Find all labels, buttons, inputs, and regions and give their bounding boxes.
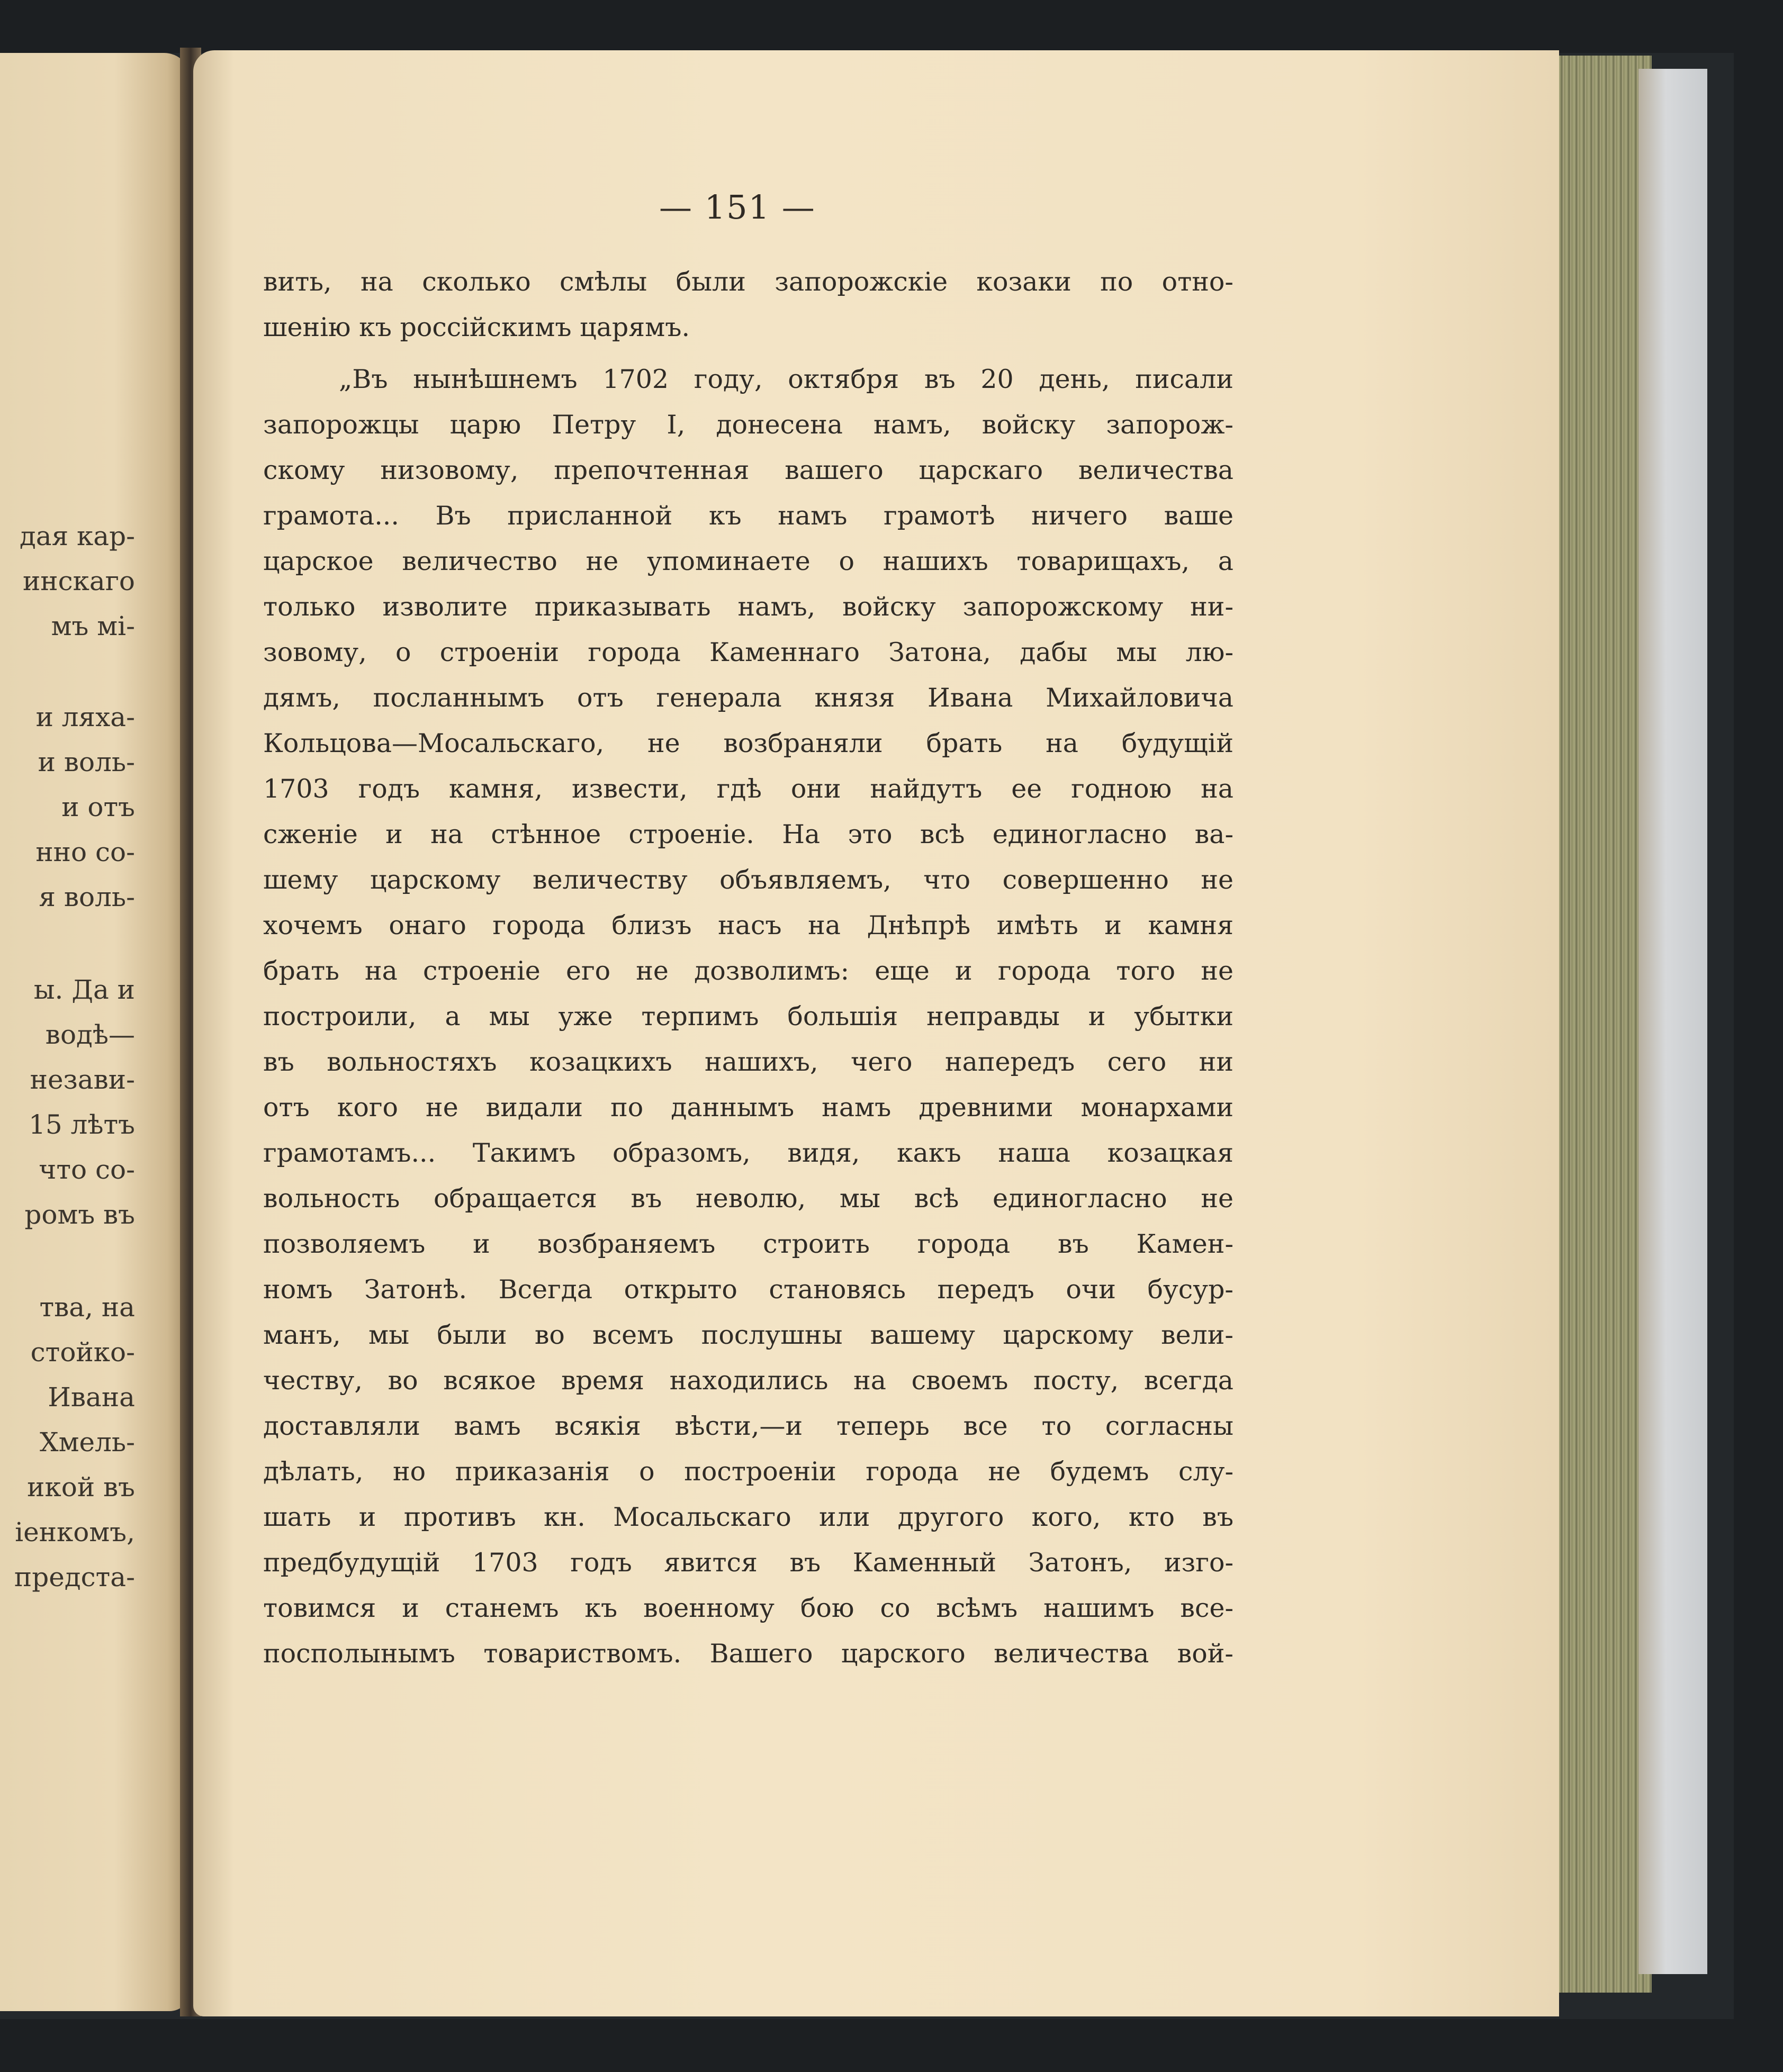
left-line: незави-: [30, 1064, 135, 1095]
back-cover: [1638, 69, 1707, 1974]
left-line: нно со-: [35, 837, 135, 867]
left-line: и отъ: [61, 792, 135, 822]
text-line: грамотамъ... Такимъ образомъ, видя, какъ наша козацкая: [263, 1138, 1233, 1168]
left-line: икой въ: [27, 1472, 135, 1503]
left-line: 15 лѣтъ: [29, 1109, 135, 1140]
left-line: стойко-: [30, 1337, 135, 1368]
left-line: предста-: [14, 1562, 135, 1593]
left-page: [0, 53, 191, 2011]
left-line: іенкомъ,: [15, 1517, 135, 1548]
left-line: я воль-: [39, 882, 135, 912]
page-edges: [1556, 56, 1652, 1993]
text-line: зовому, о строеніи города Каменнаго Затона, дабы мы лю-: [263, 637, 1233, 667]
text-line: Кольцова—Мосальскаго, не возбраняли брать на будущій: [263, 728, 1233, 758]
left-line: мъ мі-: [51, 611, 135, 641]
text-line: позволяемъ и возбраняемъ строить города въ Камен-: [263, 1229, 1233, 1259]
text-line: доставляли вамъ всякія вѣсти,—и теперь все то согласны: [263, 1411, 1233, 1441]
text-line: шему царскому величеству объявляемъ, что совершенно не: [263, 865, 1233, 895]
text-line: въ вольностяхъ козацкихъ нашихъ, чего напередъ сего ни: [263, 1047, 1233, 1077]
text-line: дямъ, посланнымъ отъ генерала князя Ивана Михайловича: [263, 683, 1233, 713]
left-line: ы. Да и: [33, 974, 135, 1005]
text-line: номъ Затонѣ. Всегда открыто становясь передъ очи бусур-: [263, 1274, 1233, 1305]
text-line: 1703 годъ камня, извести, гдѣ они найдутъ ее годною на: [263, 774, 1233, 804]
text-line: брать на строеніе его не дозволимъ: еще и города того не: [263, 956, 1233, 986]
text-line: предбудущій 1703 годъ явится въ Каменный Затонъ, изго-: [263, 1548, 1233, 1578]
text-line: запорожцы царю Петру I, донесена намъ, войску запорож-: [263, 410, 1233, 440]
text-line: дѣлать, но приказанія о построеніи города не будемъ слу-: [263, 1456, 1233, 1487]
text-line: шенію къ россійскимъ царямъ.: [263, 312, 690, 342]
page-number: — 151 —: [659, 188, 816, 227]
text-line: „Въ нынѣшнемъ 1702 году, октября въ 20 день, писали: [339, 364, 1233, 394]
text-line: манъ, мы были во всемъ послушны вашему царскому вели-: [263, 1320, 1233, 1350]
left-line: Хмель-: [40, 1427, 135, 1458]
text-line: шать и противъ кн. Мосальскаго или другого кого, кто въ: [263, 1502, 1233, 1532]
text-line: только изволите приказывать намъ, войску запорожскому ни-: [263, 592, 1233, 622]
left-line: и воль-: [38, 747, 135, 777]
text-line: честву, во всякое время находились на своемъ посту, всегда: [263, 1365, 1233, 1396]
left-line: инскаго: [22, 566, 135, 596]
left-line: что со-: [39, 1154, 135, 1185]
text-line: скому низовому, препочтенная вашего царскаго величества: [263, 455, 1233, 485]
left-line: ромъ въ: [24, 1199, 135, 1230]
text-line: вить, на сколько смѣлы были запорожскіе козаки по отно-: [263, 267, 1233, 297]
text-line: сженіе и на стѣнное строеніе. На это всѣ единогласно ва-: [263, 819, 1233, 849]
text-line: посполынымъ товариствомъ. Вашего царского величества вой-: [263, 1639, 1233, 1669]
left-line: Ивана: [48, 1382, 135, 1413]
right-page: [193, 50, 1559, 2016]
left-line: тва, на: [39, 1292, 135, 1323]
text-line: отъ кого не видали по даннымъ намъ древними монархами: [263, 1092, 1233, 1123]
text-line: построили, а мы уже терпимъ большія неправды и убытки: [263, 1001, 1233, 1032]
left-line: и ляха-: [35, 702, 135, 732]
text-line: вольность обращается въ неволю, мы всѣ единогласно не: [263, 1183, 1233, 1214]
text-line: царское величество не упоминаете о нашихъ товарищахъ, а: [263, 546, 1233, 576]
left-line: дая кар-: [20, 521, 135, 551]
left-line: водѣ—: [45, 1019, 135, 1050]
text-line: грамота... Въ присланной къ намъ грамотѣ ничего ваше: [263, 501, 1233, 531]
text-line: товимся и станемъ къ военному бою со всѣмъ нашимъ все-: [263, 1593, 1233, 1623]
text-line: хочемъ онаго города близъ насъ на Днѣпрѣ имѣть и камня: [263, 910, 1233, 940]
